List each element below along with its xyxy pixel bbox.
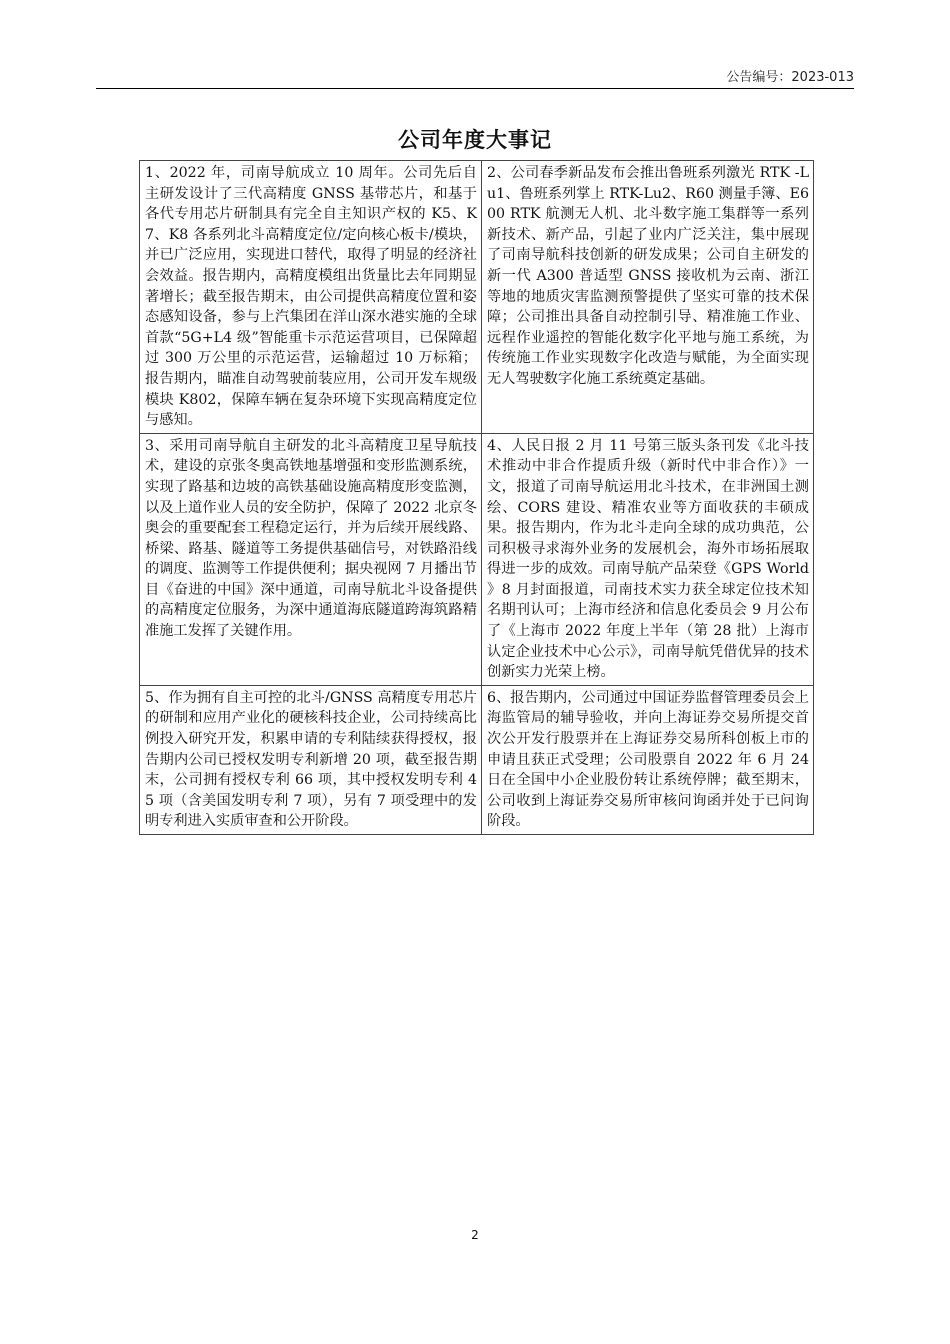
event-cell-1: 1、2022 年，司南导航成立 10 周年。公司先后自主研发设计了三代高精度 GNSS 基带芯片，和基于各代专用芯片研制具有完全自主知识产权的 K5、K7、K8 各系列北斗高精度定位/定向核心板卡/模块，并已广泛应用，实现进口替代，取得了明显的经济社会效益。报告期内，高精度模组出货量比去年同期显著增长；截至报告期末，由公司提供高精度位置和姿态感知设备，参与上汽集团在洋山深水港实施的全球首款“5G+L4 级”智能重卡示范运营项目，已保障超过 300 万公里的示范运营，运输超过 10 万标箱；报告期内，瞄准自动驾驶前装应用，公司开发车规级模块 K802，保障车辆在复杂环境下实现高精度定位与感知。: [140, 161, 482, 434]
event-cell-5: 5、作为拥有自主可控的北斗/GNSS 高精度专用芯片的研制和应用产业化的硬核科技企业，公司持续高比例投入研究开发，积累申请的专利陆续获得授权，报告期内公司已授权发明专利新增 20 项，截至报告期末，公司拥有授权专利 66 项，其中授权发明专利 45 项（含美国发明专利 7 项），另有 7 项受理中的发明专利进入实质审查和公开阶段。: [140, 685, 482, 834]
table-row: [140, 433, 814, 685]
page-number: 2: [471, 1228, 479, 1242]
event-cell-4: 4、人民日报 2 月 11 号第三版头条刊发《北斗技术推动中非合作提质升级（新时代中非合作）》一文，报道了司南导航运用北斗技术，在非洲国土测绘、CORS 建设、精准农业等方面收获的丰硕成果。报告期内，作为北斗走向全球的成功典范，公司积极寻求海外业务的发展机会，海外市场拓展取得进一步的成效。司南导航产品荣登《GPS World 》8 月封面报道，司南技术实力获全球定位技术知名期刊认可；上海市经济和信息化委员会 9 月公布了《上海市 2022 年度上半年（第 28 批）上海市认定企业技术中心公示》，司南导航凭借优异的技术创新实力光荣上榜。: [482, 433, 814, 685]
announcement-number: 公告编号：2023-013: [726, 70, 854, 85]
event-cell-6: 6、报告期内，公司通过中国证券监督管理委员会上海监管局的辅导验收，并向上海证券交易所提交首次公开发行股票并在上海证券交易所科创板上市的申请且获正式受理；公司股票自 2022 年 6 月 24 日在全国中小企业股份转让系统停牌；截至期末，公司收到上海证券交易所审核问询函并处于已问询阶段。: [482, 685, 814, 834]
header-divider: [96, 88, 854, 89]
page-title: 公司年度大事记: [398, 128, 552, 152]
table-row: [140, 161, 814, 434]
table-row: [140, 685, 814, 834]
event-cell-3: 3、采用司南导航自主研发的北斗高精度卫星导航技术，建设的京张冬奥高铁地基增强和变形监测系统，实现了路基和边坡的高铁基础设施高精度形变监测，以及上道作业人员的安全防护，保障了 2022 北京冬奥会的重要配套工程稳定运行，并为后续开展线路、桥梁、路基、隧道等工务提供基础信号，对铁路沿线的调度、监测等工作提供便利；据央视网 7 月播出节目《奋进的中国》深中通道，司南导航北斗设备提供的高精度定位服务，为深中通道海底隧道跨海筑路精准施工发挥了关键作用。: [140, 433, 482, 685]
annual-events-table: [139, 160, 814, 835]
event-cell-2: 2、公司春季新品发布会推出鲁班系列激光 RTK -Lu1、鲁班系列掌上 RTK-Lu2、R60 测量手簿、E600 RTK 航测无人机、北斗数字施工集群等一系列新技术、新产品，引起了业内广泛关注，集中展现了司南导航科技创新的研发成果；公司自主研发的新一代 A300 普适型 GNSS 接收机为云南、浙江等地的地质灾害监测预警提供了坚实可靠的技术保障；公司推出具备自动控制引导、精准施工作业、远程作业遥控的智能化数字化平地与施工系统，为传统施工作业实现数字化改造与赋能，为全面实现无人驾驶数字化施工系统奠定基础。: [482, 161, 814, 434]
